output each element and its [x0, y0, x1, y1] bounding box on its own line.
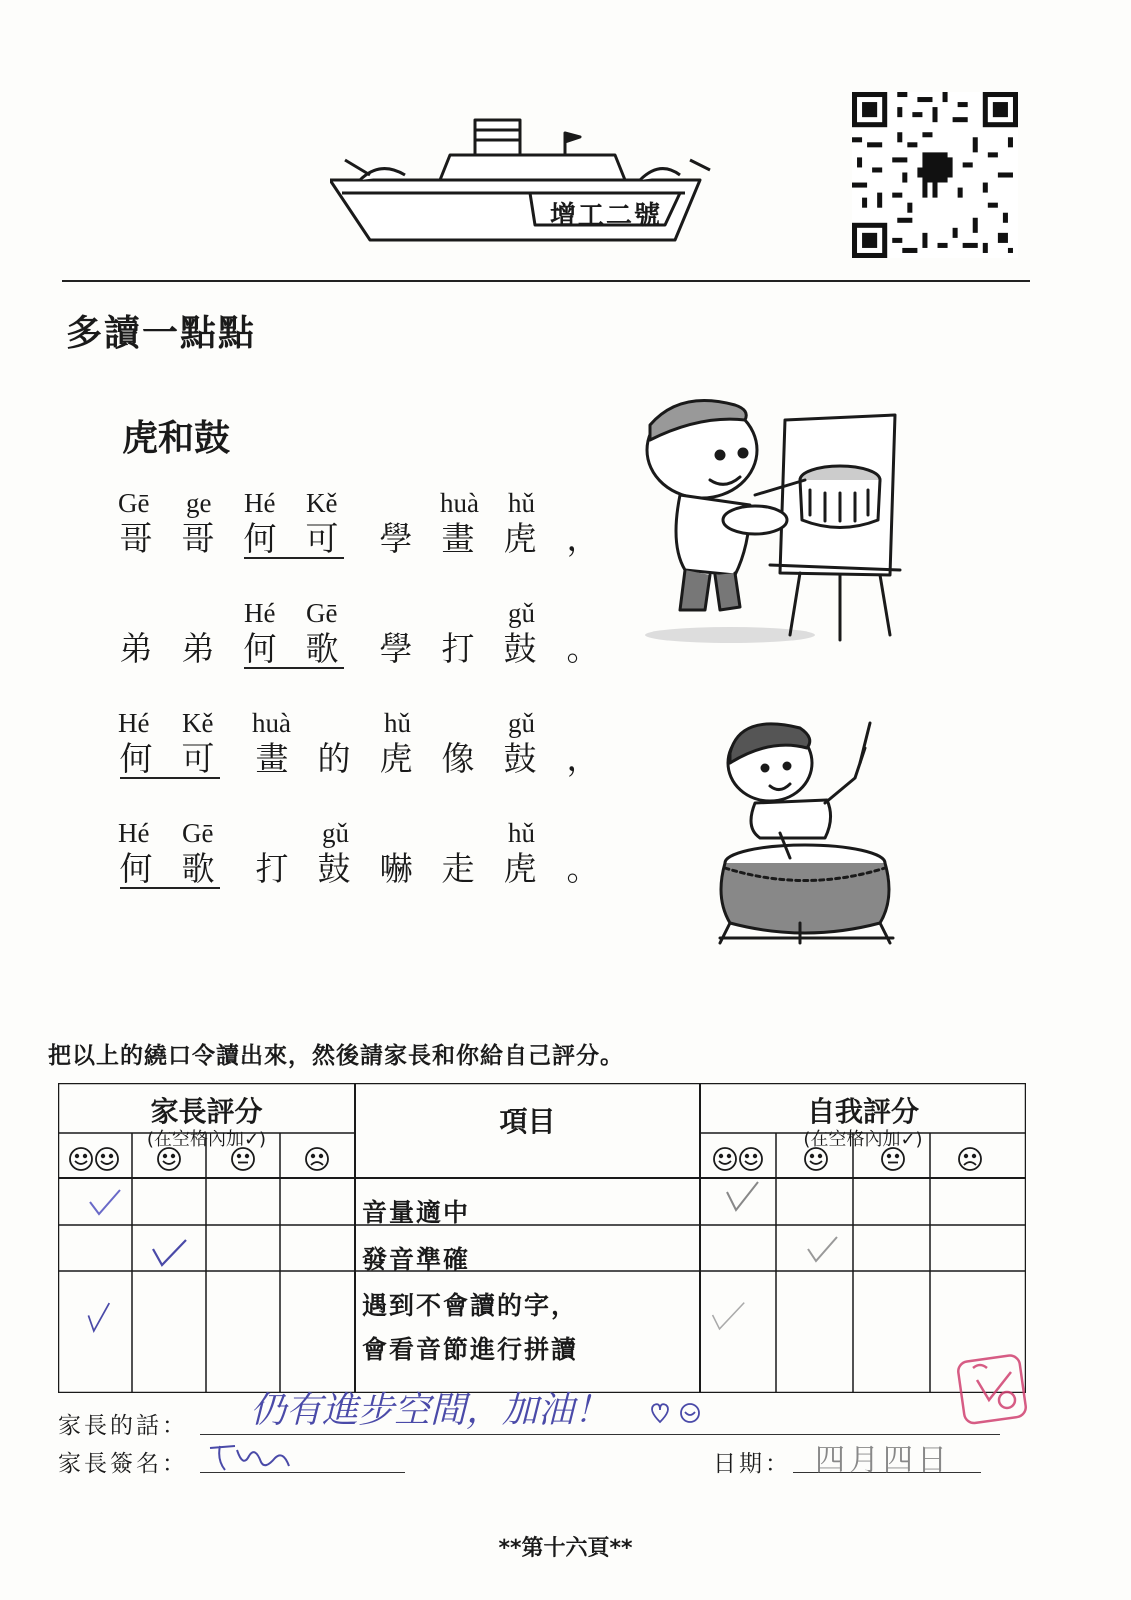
poem-char: 歌	[305, 629, 339, 668]
parent-tick-checkbox[interactable]	[80, 1300, 120, 1334]
self-tick-checkbox[interactable]	[803, 1233, 843, 1267]
pinyin: Kě	[182, 708, 214, 738]
self-rating-subheader: (在空格內加✓)	[803, 1129, 923, 1150]
poem-char: 何	[119, 739, 153, 778]
parent-tick-checkbox[interactable]	[85, 1186, 125, 1220]
pinyin: gǔ	[322, 818, 349, 848]
smile-face-icon	[156, 1146, 182, 1172]
pinyin: hǔ	[384, 708, 411, 738]
heart-smile-doodle-icon	[648, 1400, 708, 1426]
poem-char: 鼓	[503, 739, 537, 778]
poem-char: 弟	[119, 629, 153, 668]
poem-punct: ，	[566, 519, 600, 558]
poem-char: 何	[243, 519, 277, 558]
pinyin: Hé	[244, 488, 276, 518]
poem-char: 何	[119, 849, 153, 888]
poem-char: 哥	[119, 519, 153, 558]
pinyin: Gē	[118, 488, 150, 518]
poem-char: 何	[243, 629, 277, 668]
pinyin: ge	[186, 488, 212, 518]
poem-punct: 。	[566, 629, 600, 668]
pinyin: hǔ	[508, 488, 535, 518]
poem-char: 鼓	[503, 629, 537, 668]
poem-char: 可	[181, 739, 215, 778]
poem-char: 虎	[503, 519, 537, 558]
instruction-text: 把以上的繞口令讀出來，然後請家長和你給自己評分。	[48, 1043, 624, 1069]
self-rating-header: 自我評分	[806, 1095, 919, 1128]
parent-rating-header: 家長評分	[150, 1095, 263, 1128]
parent-signature-label: 家長簽名：	[58, 1451, 188, 1477]
poem-char: 學	[379, 629, 413, 668]
poem-char: 虎	[503, 849, 537, 888]
poem-char: 畫	[441, 519, 475, 558]
poem-char: 可	[305, 519, 339, 558]
smile-face-icon	[803, 1146, 829, 1172]
name-underline	[120, 887, 220, 889]
parent-rating-subheader: (在空格內加✓)	[146, 1129, 267, 1150]
pinyin: hǔ	[508, 818, 535, 848]
poem-char: 哥	[181, 519, 215, 558]
poem-char: 虎	[379, 739, 413, 778]
poem-punct: ，	[566, 739, 600, 778]
item-header: 項目	[499, 1105, 556, 1138]
poem-title: 虎和鼓	[122, 418, 231, 459]
poem-char: 的	[317, 739, 351, 778]
pinyin: Hé	[118, 708, 150, 738]
pinyin: Kě	[306, 488, 338, 518]
section-title: 多讀一點點	[66, 313, 257, 354]
poem-char: 像	[441, 739, 475, 778]
poem-char: 歌	[181, 849, 215, 888]
pinyin: huà	[440, 488, 479, 518]
double-smile-face-icon	[68, 1146, 120, 1172]
poem-char: 打	[255, 849, 289, 888]
poem-char: 嚇	[379, 849, 413, 888]
date-handwriting[interactable]: 四月四日	[815, 1443, 951, 1478]
rating-item-pronunciation: 發音準確	[362, 1245, 471, 1274]
teacher-stamp-icon	[955, 1350, 1033, 1428]
pinyin: Hé	[118, 818, 150, 848]
self-tick-checkbox[interactable]	[722, 1180, 762, 1214]
parent-comment-label: 家長的話：	[58, 1413, 188, 1439]
parent-comment-handwriting[interactable]: 仍有進步空間，加油！	[250, 1390, 611, 1431]
poem-punct: 。	[566, 849, 600, 888]
date-label: 日期：	[713, 1451, 791, 1477]
poem-char: 畫	[255, 739, 289, 778]
boy-playing-drum-illustration	[715, 718, 900, 973]
pinyin: gǔ	[508, 598, 535, 628]
name-underline	[244, 667, 344, 669]
pinyin: huà	[252, 708, 291, 738]
sad-face-icon	[304, 1146, 330, 1172]
neutral-face-icon	[230, 1146, 256, 1172]
poem-char: 走	[441, 849, 475, 888]
poem-char: 打	[441, 629, 475, 668]
name-underline	[120, 777, 220, 779]
double-smile-face-icon	[712, 1146, 764, 1172]
self-tick-checkbox[interactable]	[708, 1298, 748, 1332]
pinyin: Gē	[182, 818, 214, 848]
rating-item-spelling-line2: 會看音節進行拼讀	[362, 1335, 579, 1364]
name-underline	[244, 557, 344, 559]
pinyin: Gē	[306, 598, 338, 628]
neutral-face-icon	[880, 1146, 906, 1172]
poem-char: 鼓	[317, 849, 351, 888]
ship-label: 增工二號	[550, 201, 663, 231]
sad-face-icon	[957, 1146, 983, 1172]
pinyin: gǔ	[508, 708, 535, 738]
pinyin: Hé	[244, 598, 276, 628]
boy-painting-tiger-drum-illustration	[640, 395, 925, 650]
rating-item-volume: 音量適中	[362, 1198, 471, 1227]
rating-item-spelling-line1: 遇到不會讀的字，	[362, 1291, 579, 1320]
parent-tick-checkbox[interactable]	[148, 1235, 188, 1269]
parent-signature-scribble[interactable]	[205, 1440, 295, 1474]
page-number: **第十六頁**	[498, 1536, 633, 1561]
poem-char: 弟	[181, 629, 215, 668]
poem-char: 學	[379, 519, 413, 558]
